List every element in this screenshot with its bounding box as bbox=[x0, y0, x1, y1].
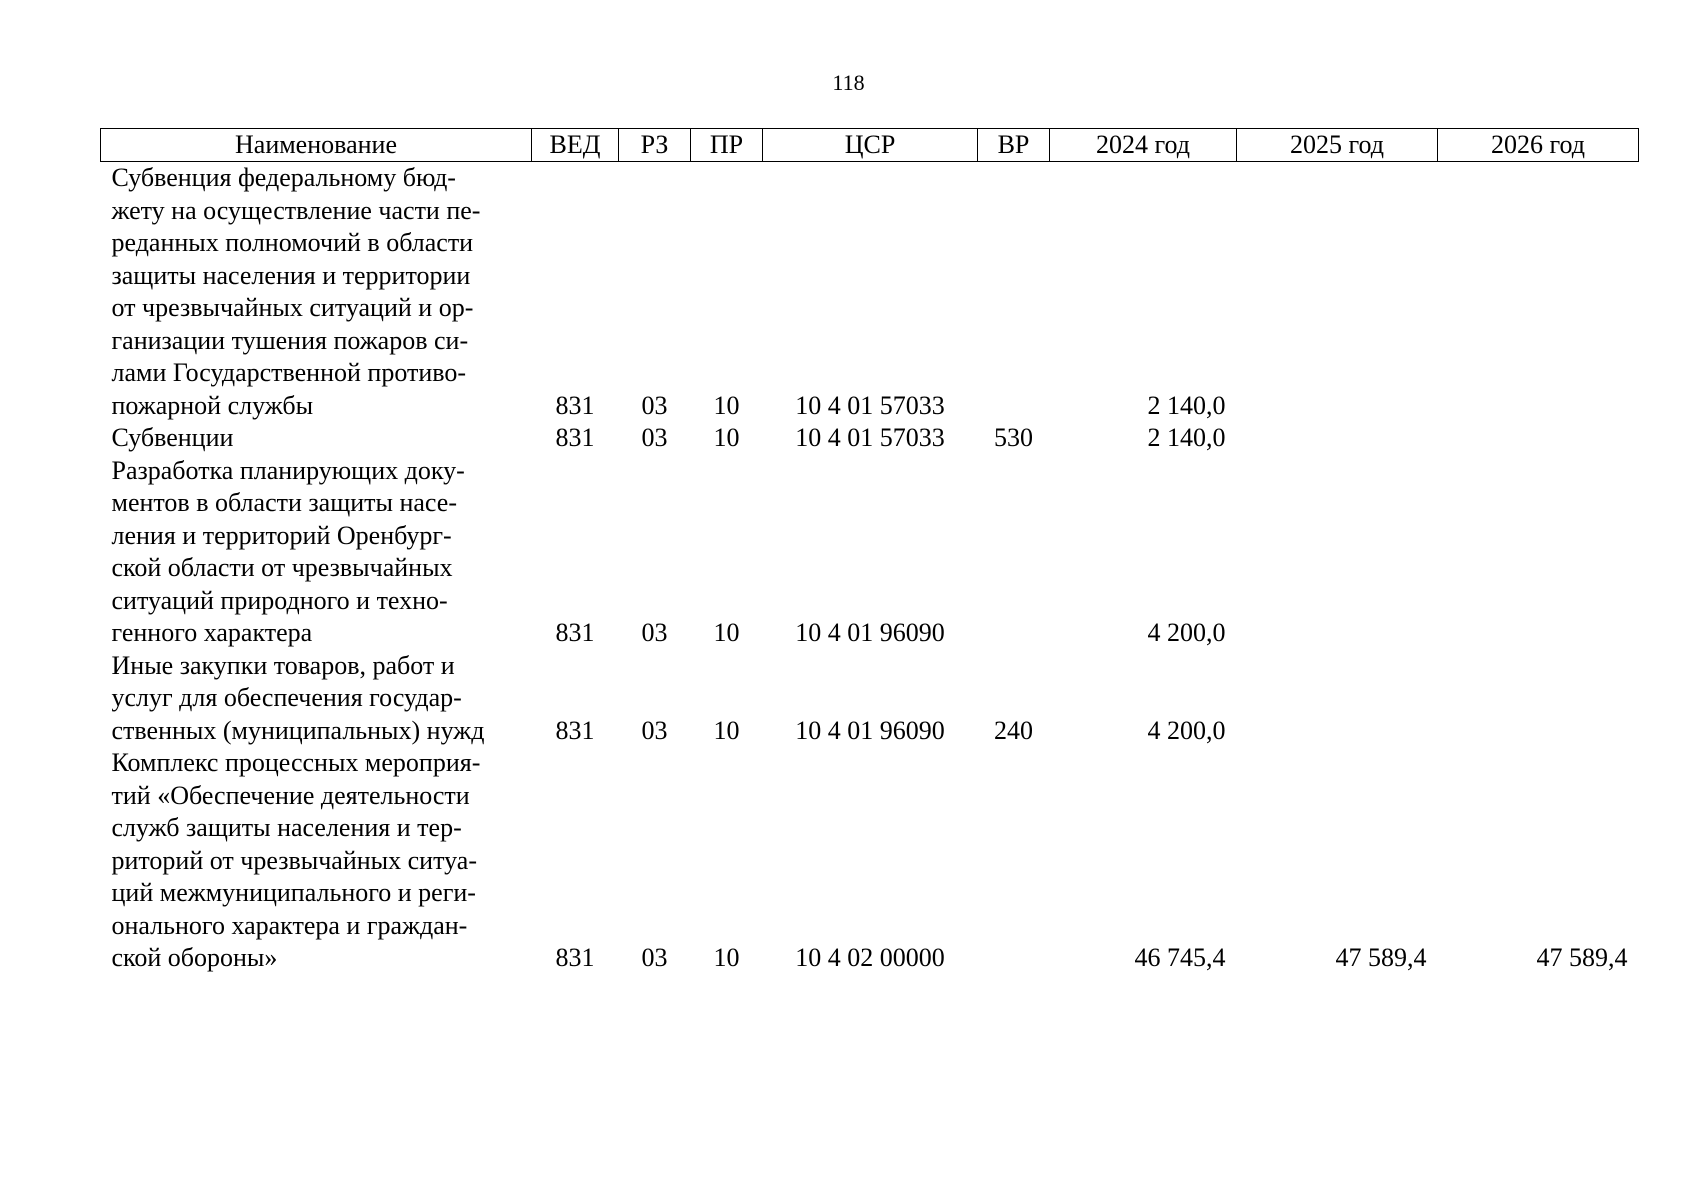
name-line: генного характера bbox=[111, 618, 313, 647]
name-line: услуг для обеспечения государ- bbox=[111, 683, 462, 712]
cell-ved: 831 bbox=[555, 390, 595, 420]
name-line: от чрезвычайных ситуаций и ор- bbox=[111, 293, 474, 322]
row-name bbox=[101, 455, 532, 650]
cell-vr bbox=[978, 747, 1050, 975]
cell-2024: 46 745,4 bbox=[1134, 943, 1226, 972]
cell-vr bbox=[978, 455, 1050, 650]
cell-pr: 10 bbox=[713, 390, 740, 420]
cell-2026 bbox=[1438, 455, 1639, 650]
name-line: Разработка планирующих доку- bbox=[111, 455, 465, 485]
cell-2025: 47 589,4 bbox=[1335, 943, 1427, 972]
cell-rz: 03 bbox=[641, 715, 668, 745]
cell-rz: 03 bbox=[641, 390, 668, 420]
cell-ved: 831 bbox=[555, 423, 595, 452]
cell-2026 bbox=[1438, 422, 1639, 455]
cell-2025 bbox=[1237, 422, 1438, 455]
header-name: Наименование bbox=[101, 129, 532, 162]
cell-2024: 4 200,0 bbox=[1147, 715, 1226, 745]
cell-2026 bbox=[1438, 650, 1639, 748]
cell-ved: 831 bbox=[555, 618, 595, 647]
header-ved: ВЕД bbox=[532, 129, 619, 162]
cell-vr: 530 bbox=[994, 423, 1033, 452]
header-vr: ВР bbox=[978, 129, 1050, 162]
cell-pr: 10 bbox=[713, 618, 740, 647]
cell-pr: 10 bbox=[713, 715, 740, 745]
cell-pr: 10 bbox=[713, 943, 740, 972]
name-line: ской области от чрезвычайных bbox=[111, 553, 453, 582]
name-line: ций межмуниципального и реги- bbox=[111, 878, 476, 907]
name-line: реданных полномочий в области bbox=[111, 228, 474, 257]
cell-2024: 2 140,0 bbox=[1147, 423, 1226, 452]
name-line: жету на осуществление части пе- bbox=[111, 195, 481, 225]
row-name bbox=[101, 422, 532, 455]
table-row bbox=[101, 422, 1639, 455]
cell-2025 bbox=[1237, 455, 1438, 650]
row-name bbox=[101, 650, 532, 748]
header-2024: 2024 год bbox=[1050, 129, 1237, 162]
cell-csr: 10 4 02 00000 bbox=[795, 943, 945, 972]
header-2025: 2025 год bbox=[1237, 129, 1438, 162]
cell-csr: 10 4 01 57033 bbox=[795, 390, 945, 420]
cell-vr: 240 bbox=[994, 715, 1033, 745]
name-line: ления и территорий Оренбург- bbox=[111, 520, 452, 550]
name-line: пожарной службы bbox=[111, 390, 314, 420]
name-line: Иные закупки товаров, работ и bbox=[111, 650, 455, 680]
cell-vr bbox=[978, 162, 1050, 423]
name-line: Комплекс процессных мероприя- bbox=[111, 748, 481, 777]
table-row bbox=[101, 747, 1639, 975]
cell-csr: 10 4 01 96090 bbox=[795, 715, 945, 745]
name-line: онального характера и граждан- bbox=[111, 910, 468, 940]
name-line: ментов в области защиты насе- bbox=[111, 488, 457, 517]
row-name bbox=[101, 162, 532, 423]
cell-2024: 4 200,0 bbox=[1147, 618, 1226, 647]
cell-2024: 2 140,0 bbox=[1147, 390, 1226, 420]
table-row bbox=[101, 650, 1639, 748]
name-line: лами Государственной противо- bbox=[111, 358, 467, 387]
cell-rz: 03 bbox=[641, 618, 668, 647]
name-line: риторий от чрезвычайных ситуа- bbox=[111, 845, 477, 875]
cell-rz: 03 bbox=[641, 423, 668, 452]
page-number: 118 bbox=[832, 70, 865, 95]
budget-table bbox=[100, 128, 1639, 975]
name-line: ской обороны» bbox=[111, 943, 278, 972]
cell-2026 bbox=[1438, 162, 1639, 423]
name-line: ганизации тушения пожаров си- bbox=[111, 325, 469, 355]
cell-ved: 831 bbox=[555, 943, 595, 972]
header-2026: 2026 год bbox=[1438, 129, 1639, 162]
name-line: ситуаций природного и техно- bbox=[111, 585, 448, 615]
name-line: ственных (муниципальных) нужд bbox=[111, 715, 485, 745]
cell-rz: 03 bbox=[641, 943, 668, 972]
cell-pr: 10 bbox=[713, 423, 740, 452]
table-row bbox=[101, 455, 1639, 650]
cell-csr: 10 4 01 96090 bbox=[795, 618, 945, 647]
cell-2026: 47 589,4 bbox=[1536, 943, 1628, 972]
table-row bbox=[101, 162, 1639, 423]
cell-2025 bbox=[1237, 650, 1438, 748]
name-line: защиты населения и территории bbox=[111, 260, 471, 290]
header-csr: ЦСР bbox=[763, 129, 978, 162]
name-line: тий «Обеспечение деятельности bbox=[111, 780, 470, 810]
header-pr: ПР bbox=[691, 129, 763, 162]
row-name bbox=[101, 747, 532, 975]
name-line: служб защиты населения и тер- bbox=[111, 813, 462, 842]
cell-ved: 831 bbox=[555, 715, 595, 745]
name-line: Субвенция федеральному бюд- bbox=[111, 163, 456, 192]
name-line: Субвенции bbox=[111, 423, 234, 452]
header-rz: РЗ bbox=[619, 129, 691, 162]
cell-2025 bbox=[1237, 162, 1438, 423]
cell-csr: 10 4 01 57033 bbox=[795, 423, 945, 452]
table-header-row bbox=[101, 129, 1639, 162]
